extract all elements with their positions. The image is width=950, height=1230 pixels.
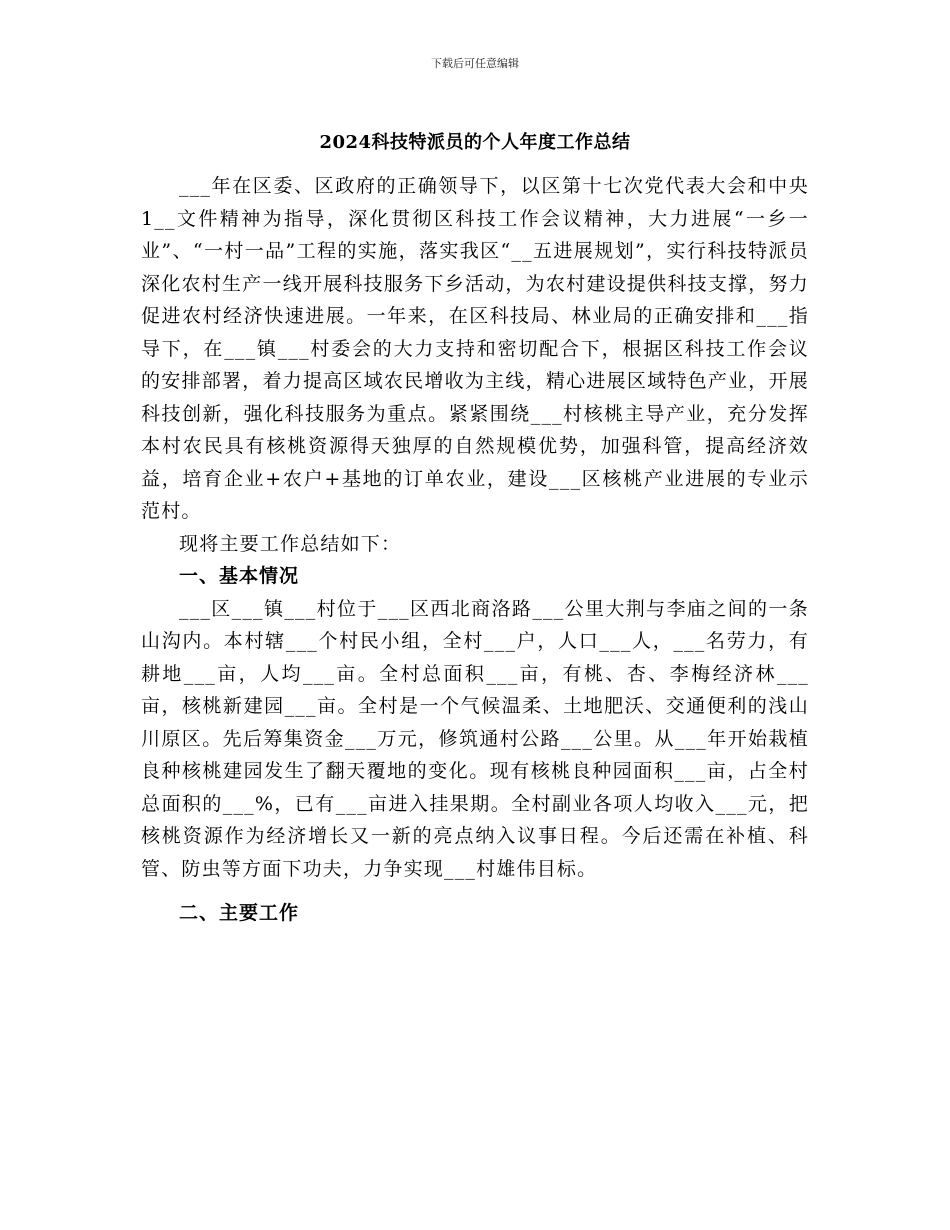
section-heading-basic-situation: 一、基本情况: [179, 565, 300, 587]
document-title: 2024科技特派员的个人年度工作总结: [319, 132, 631, 153]
paragraph-intro: ___年在区委、区政府的正确领导下，以区第十七次党代表大会和中央1__文件精神为指导，深化贯彻区科技工作会议精神，大力进展“一乡一业”、“一村一品”工程的实施，落实我区“__五进展规划”，实行科技特派员深化农村生产一线开展科技服务下乡活动，为农村建设提供科技支撑，努力促进农村经济快速进展。一年来，在区科技局、林业局的正确安排和___指导下，在___镇___村委会的大力支持和密切配合下，根据区科技工作会议的安排部署，着力提高区域农民增收为主线，精心进展区域特色产业，开展科技创新，强化科技服务为重点。紧紧围绕___村核桃主导产业，充分发挥本村农民具有核桃资源得天独厚的自然规模优势，加强科管，提高经济效益，培育企业+农户+基地的订单农业，建设___区核桃产业进展的专业示范村。: [141, 175, 809, 522]
header-note: 下载后可任意编辑: [431, 57, 519, 70]
paragraph-summary-lead: 现将主要工作总结如下：: [179, 532, 402, 555]
section-heading-main-work: 二、主要工作: [179, 902, 300, 924]
paragraph-basic-situation: ___区___镇___村位于___区西北商洛路___公里大荆与李庙之间的一条山沟内。本村辖___个村民小组，全村___户，人口___人，___名劳力，有耕地___亩，人均___亩。全村总面积___亩，有桃、杏、李梅经济林___亩，核桃新建园___亩。全村是一个气候温柔、土地肥沃、交通便利的浅山川原区。先后筹集资金___万元，修筑通村公路___公里。从___年开始栽植良种核桃建园发生了翻天覆地的变化。现有核桃良种园面积___亩，占全村总面积的___%，已有___亩进入挂果期。全村副业各项人均收入___元，把核桃资源作为经济增长又一新的亮点纳入议事日程。今后还需在补植、科管、防虫等方面下功夫，力争实现___村雄伟目标。: [141, 597, 809, 880]
document-body: [141, 170, 809, 930]
